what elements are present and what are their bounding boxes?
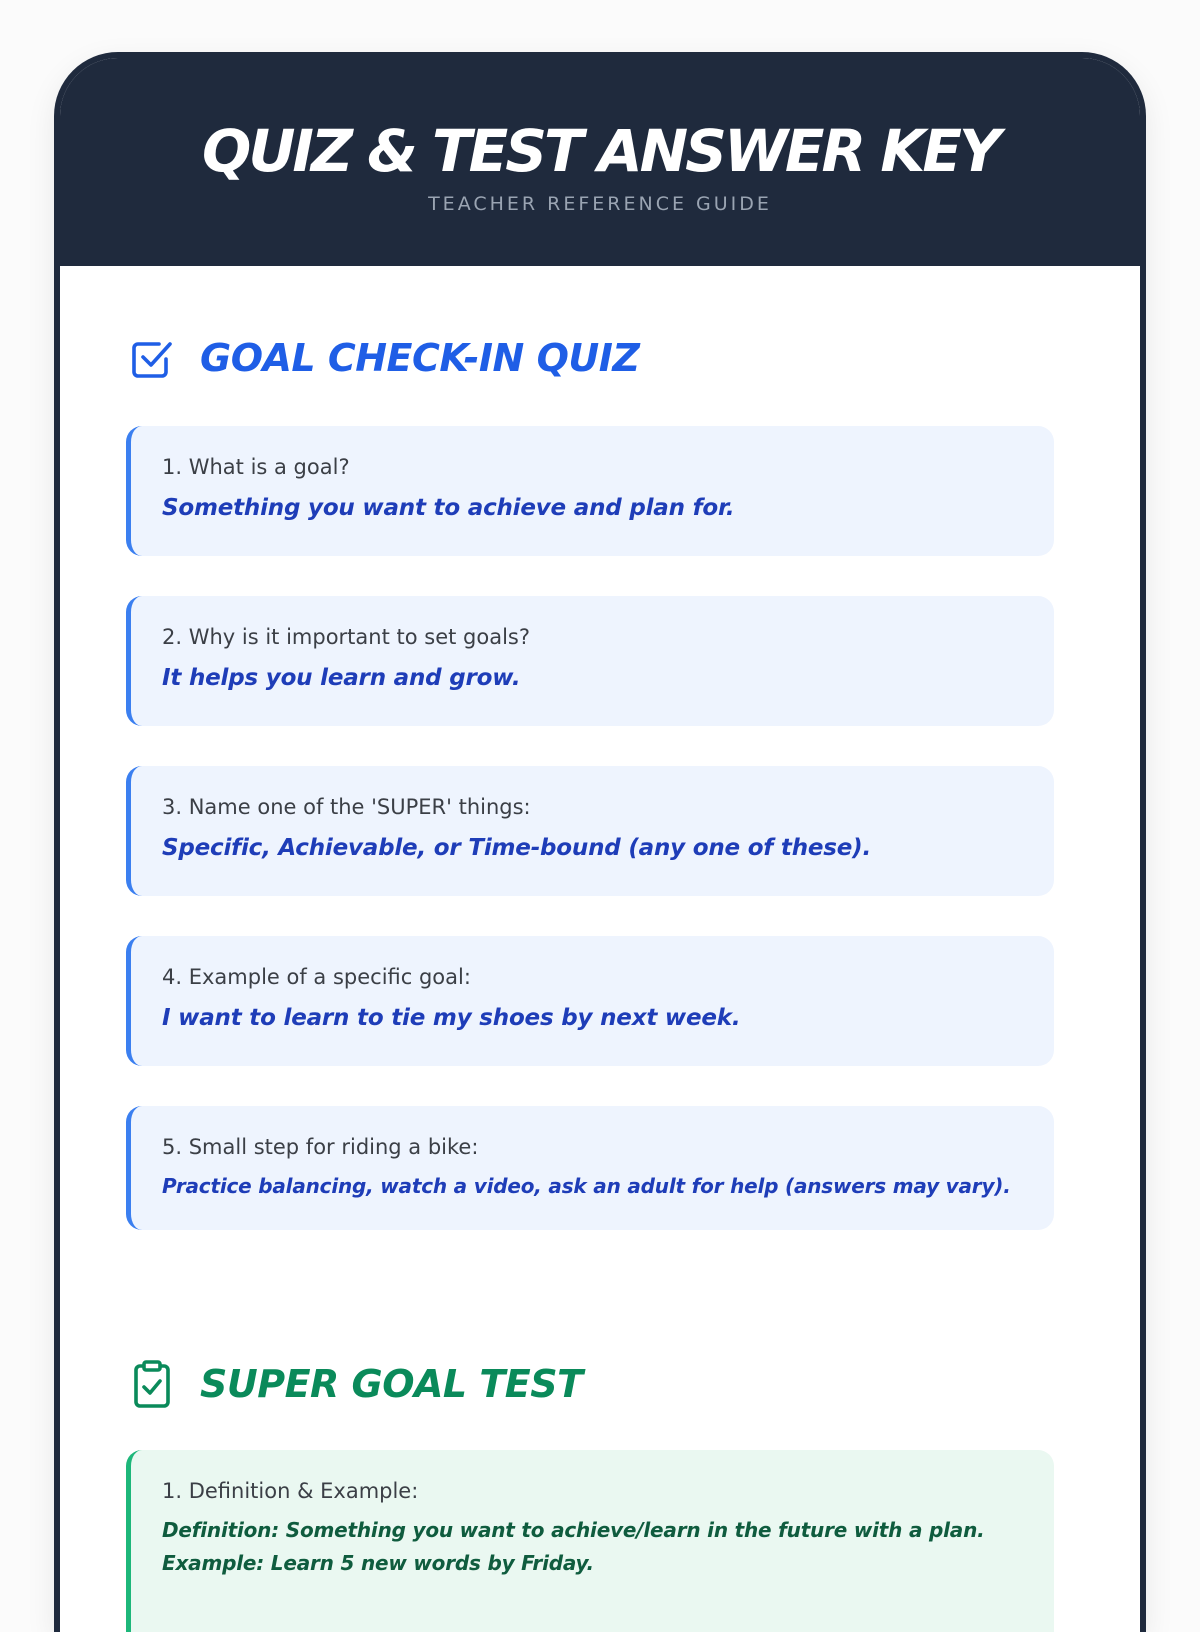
test-section-header [126, 1354, 1054, 1414]
quiz-answer: It helps you learn and grow. [162, 665, 521, 691]
test-item [126, 1450, 1054, 1632]
page-title: QUIZ & TEST ANSWER KEY [202, 117, 998, 185]
test-answer-definition: Definition: Something you want to achieve/learn in the future with a plan. [162, 1518, 985, 1542]
quiz-section-title: GOAL CHECK-IN QUIZ [200, 336, 640, 380]
quiz-section [126, 328, 1054, 1198]
test-answer-example: Example: Learn 5 new words by Friday. [162, 1551, 594, 1575]
quiz-section-header [126, 328, 1054, 388]
test-question: 1. Definition & Example: [162, 1479, 419, 1503]
quiz-item [126, 936, 1054, 1066]
page-subtitle: TEACHER REFERENCE GUIDE [428, 193, 772, 215]
clipboard-check-icon [126, 1358, 178, 1410]
quiz-answer: Practice balancing, watch a video, ask an adult for help (answers may vary). [162, 1174, 1011, 1198]
quiz-item [126, 596, 1054, 726]
quiz-item [126, 766, 1054, 896]
header [60, 58, 1140, 266]
quiz-question: 5. Small step for riding a bike: [162, 1135, 479, 1159]
quiz-answer: Something you want to achieve and plan for. [162, 495, 735, 521]
quiz-question: 1. What is a goal? [162, 455, 350, 479]
quiz-item [126, 426, 1054, 556]
quiz-answer: I want to learn to tie my shoes by next week. [162, 1005, 741, 1031]
quiz-question: 3. Name one of the 'SUPER' things: [162, 795, 531, 819]
answer-key-card [54, 52, 1146, 1632]
quiz-question: 2. Why is it important to set goals? [162, 625, 531, 649]
checkbox-icon [126, 332, 178, 384]
quiz-item [126, 1106, 1054, 1230]
test-section-title: SUPER GOAL TEST [200, 1362, 583, 1406]
quiz-answer: Specific, Achievable, or Time-bound (any one of these). [162, 835, 872, 861]
quiz-question: 4. Example of a specific goal: [162, 965, 471, 989]
test-section [126, 1354, 1054, 1575]
